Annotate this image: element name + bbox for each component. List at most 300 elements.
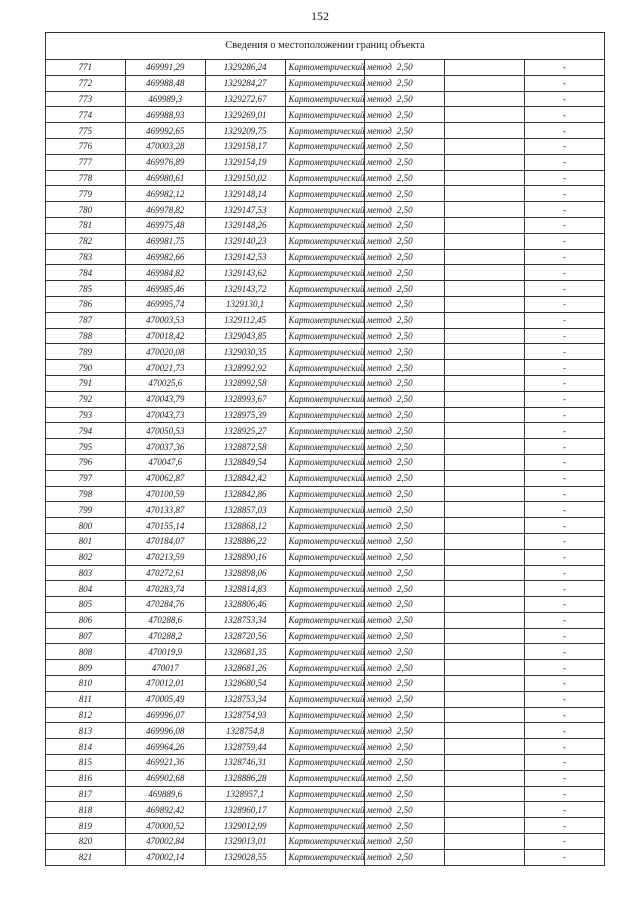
accuracy-cell: 2,50 <box>365 375 445 391</box>
accuracy-cell: 2,50 <box>365 249 445 265</box>
note-cell: - <box>525 802 605 818</box>
method-cell: Картометрический метод <box>285 344 365 360</box>
point-number-cell: 790 <box>46 360 126 376</box>
note-cell: - <box>525 265 605 281</box>
y-coordinate-cell: 1329150,02 <box>205 170 285 186</box>
description-cell <box>445 628 525 644</box>
method-cell: Картометрический метод <box>285 597 365 613</box>
x-coordinate-cell: 469988,93 <box>125 107 205 123</box>
note-cell: - <box>525 91 605 107</box>
point-number-cell: 806 <box>46 612 126 628</box>
accuracy-cell: 2,50 <box>365 470 445 486</box>
point-number-cell: 820 <box>46 834 126 850</box>
table-header-row <box>46 33 605 60</box>
table-row <box>46 533 605 549</box>
note-cell: - <box>525 770 605 786</box>
accuracy-cell: 2,50 <box>365 91 445 107</box>
description-cell <box>445 660 525 676</box>
description-cell <box>445 281 525 297</box>
method-cell: Картометрический метод <box>285 739 365 755</box>
note-cell: - <box>525 755 605 771</box>
table-row <box>46 786 605 802</box>
note-cell: - <box>525 360 605 376</box>
x-coordinate-cell: 469992,65 <box>125 123 205 139</box>
method-cell: Картометрический метод <box>285 707 365 723</box>
note-cell: - <box>525 328 605 344</box>
table-row <box>46 549 605 565</box>
x-coordinate-cell: 469996,08 <box>125 723 205 739</box>
table-body <box>46 33 605 866</box>
note-cell: - <box>525 691 605 707</box>
accuracy-cell: 2,50 <box>365 533 445 549</box>
point-number-cell: 795 <box>46 439 126 455</box>
y-coordinate-cell: 1329269,01 <box>205 107 285 123</box>
note-cell: - <box>525 138 605 154</box>
table-row <box>46 170 605 186</box>
table-row <box>46 439 605 455</box>
x-coordinate-cell: 469921,36 <box>125 755 205 771</box>
description-cell <box>445 470 525 486</box>
y-coordinate-cell: 1328993,67 <box>205 391 285 407</box>
method-cell: Картометрический метод <box>285 454 365 470</box>
x-coordinate-cell: 470283,74 <box>125 581 205 597</box>
accuracy-cell: 2,50 <box>365 138 445 154</box>
description-cell <box>445 786 525 802</box>
x-coordinate-cell: 469995,74 <box>125 296 205 312</box>
method-cell: Картометрический метод <box>285 612 365 628</box>
point-number-cell: 792 <box>46 391 126 407</box>
table-row <box>46 360 605 376</box>
description-cell <box>445 91 525 107</box>
table-row <box>46 739 605 755</box>
x-coordinate-cell: 470012,01 <box>125 676 205 692</box>
description-cell <box>445 502 525 518</box>
y-coordinate-cell: 1329013,01 <box>205 834 285 850</box>
note-cell: - <box>525 296 605 312</box>
x-coordinate-cell: 469982,12 <box>125 186 205 202</box>
description-cell <box>445 249 525 265</box>
table-row <box>46 581 605 597</box>
method-cell: Картометрический метод <box>285 138 365 154</box>
description-cell <box>445 344 525 360</box>
y-coordinate-cell: 1328868,12 <box>205 518 285 534</box>
y-coordinate-cell: 1329030,35 <box>205 344 285 360</box>
table-row <box>46 217 605 233</box>
y-coordinate-cell: 1328957,1 <box>205 786 285 802</box>
method-cell: Картометрический метод <box>285 312 365 328</box>
x-coordinate-cell: 470025,6 <box>125 375 205 391</box>
x-coordinate-cell: 470043,73 <box>125 407 205 423</box>
table-row <box>46 707 605 723</box>
accuracy-cell: 2,50 <box>365 454 445 470</box>
point-number-cell: 781 <box>46 217 126 233</box>
point-number-cell: 784 <box>46 265 126 281</box>
description-cell <box>445 691 525 707</box>
table-title: Сведения о местоположении границ объекта <box>46 33 605 60</box>
note-cell: - <box>525 597 605 613</box>
note-cell: - <box>525 186 605 202</box>
description-cell <box>445 154 525 170</box>
description-cell <box>445 170 525 186</box>
note-cell: - <box>525 486 605 502</box>
table-row <box>46 391 605 407</box>
accuracy-cell: 2,50 <box>365 217 445 233</box>
accuracy-cell: 2,50 <box>365 676 445 692</box>
accuracy-cell: 2,50 <box>365 423 445 439</box>
note-cell: - <box>525 344 605 360</box>
description-cell <box>445 849 525 865</box>
y-coordinate-cell: 1328975,39 <box>205 407 285 423</box>
y-coordinate-cell: 1329012,99 <box>205 818 285 834</box>
accuracy-cell: 2,50 <box>365 281 445 297</box>
note-cell: - <box>525 502 605 518</box>
x-coordinate-cell: 470062,87 <box>125 470 205 486</box>
method-cell: Картометрический метод <box>285 723 365 739</box>
table-row <box>46 502 605 518</box>
method-cell: Картометрический метод <box>285 375 365 391</box>
accuracy-cell: 2,50 <box>365 75 445 91</box>
description-cell <box>445 407 525 423</box>
point-number-cell: 801 <box>46 533 126 549</box>
accuracy-cell: 2,50 <box>365 154 445 170</box>
accuracy-cell: 2,50 <box>365 802 445 818</box>
x-coordinate-cell: 469975,48 <box>125 217 205 233</box>
method-cell: Картометрический метод <box>285 786 365 802</box>
description-cell <box>445 676 525 692</box>
x-coordinate-cell: 469980,61 <box>125 170 205 186</box>
table-row <box>46 676 605 692</box>
note-cell: - <box>525 60 605 76</box>
method-cell: Картометрический метод <box>285 549 365 565</box>
method-cell: Картометрический метод <box>285 660 365 676</box>
point-number-cell: 808 <box>46 644 126 660</box>
note-cell: - <box>525 707 605 723</box>
point-number-cell: 775 <box>46 123 126 139</box>
table-row <box>46 849 605 865</box>
x-coordinate-cell: 469981,75 <box>125 233 205 249</box>
note-cell: - <box>525 739 605 755</box>
x-coordinate-cell: 470020,08 <box>125 344 205 360</box>
accuracy-cell: 2,50 <box>365 549 445 565</box>
y-coordinate-cell: 1328960,17 <box>205 802 285 818</box>
method-cell: Картометрический метод <box>285 281 365 297</box>
y-coordinate-cell: 1328898,06 <box>205 565 285 581</box>
note-cell: - <box>525 518 605 534</box>
accuracy-cell: 2,50 <box>365 296 445 312</box>
accuracy-cell: 2,50 <box>365 107 445 123</box>
point-number-cell: 810 <box>46 676 126 692</box>
x-coordinate-cell: 469985,46 <box>125 281 205 297</box>
point-number-cell: 811 <box>46 691 126 707</box>
table-row <box>46 375 605 391</box>
method-cell: Картометрический метод <box>285 360 365 376</box>
x-coordinate-cell: 469982,66 <box>125 249 205 265</box>
method-cell: Картометрический метод <box>285 755 365 771</box>
table-row <box>46 138 605 154</box>
y-coordinate-cell: 1329148,14 <box>205 186 285 202</box>
note-cell: - <box>525 391 605 407</box>
table-row <box>46 407 605 423</box>
description-cell <box>445 391 525 407</box>
note-cell: - <box>525 107 605 123</box>
y-coordinate-cell: 1329286,24 <box>205 60 285 76</box>
x-coordinate-cell: 469988,48 <box>125 75 205 91</box>
x-coordinate-cell: 469984,82 <box>125 265 205 281</box>
accuracy-cell: 2,50 <box>365 391 445 407</box>
table-row <box>46 296 605 312</box>
x-coordinate-cell: 470017 <box>125 660 205 676</box>
method-cell: Картометрический метод <box>285 691 365 707</box>
y-coordinate-cell: 1328992,92 <box>205 360 285 376</box>
point-number-cell: 800 <box>46 518 126 534</box>
y-coordinate-cell: 1328886,22 <box>205 533 285 549</box>
method-cell: Картометрический метод <box>285 581 365 597</box>
x-coordinate-cell: 470005,49 <box>125 691 205 707</box>
point-number-cell: 772 <box>46 75 126 91</box>
note-cell: - <box>525 217 605 233</box>
y-coordinate-cell: 1328857,03 <box>205 502 285 518</box>
method-cell: Картометрический метод <box>285 233 365 249</box>
table-row <box>46 802 605 818</box>
note-cell: - <box>525 281 605 297</box>
description-cell <box>445 186 525 202</box>
description-cell <box>445 107 525 123</box>
method-cell: Картометрический метод <box>285 470 365 486</box>
table-row <box>46 644 605 660</box>
accuracy-cell: 2,50 <box>365 581 445 597</box>
point-number-cell: 804 <box>46 581 126 597</box>
y-coordinate-cell: 1329140,23 <box>205 233 285 249</box>
x-coordinate-cell: 469892,42 <box>125 802 205 818</box>
method-cell: Картометрический метод <box>285 202 365 218</box>
point-number-cell: 783 <box>46 249 126 265</box>
x-coordinate-cell: 470100,59 <box>125 486 205 502</box>
x-coordinate-cell: 470018,42 <box>125 328 205 344</box>
x-coordinate-cell: 470133,87 <box>125 502 205 518</box>
table-row <box>46 154 605 170</box>
x-coordinate-cell: 470288,6 <box>125 612 205 628</box>
note-cell: - <box>525 439 605 455</box>
accuracy-cell: 2,50 <box>365 439 445 455</box>
table-row <box>46 518 605 534</box>
x-coordinate-cell: 470000,52 <box>125 818 205 834</box>
table-row <box>46 818 605 834</box>
description-cell <box>445 312 525 328</box>
note-cell: - <box>525 75 605 91</box>
table-row <box>46 75 605 91</box>
accuracy-cell: 2,50 <box>365 407 445 423</box>
point-number-cell: 777 <box>46 154 126 170</box>
point-number-cell: 786 <box>46 296 126 312</box>
description-cell <box>445 328 525 344</box>
description-cell <box>445 739 525 755</box>
table-row <box>46 770 605 786</box>
description-cell <box>445 518 525 534</box>
accuracy-cell: 2,50 <box>365 849 445 865</box>
table-row <box>46 107 605 123</box>
note-cell: - <box>525 375 605 391</box>
y-coordinate-cell: 1328849,54 <box>205 454 285 470</box>
boundary-coordinates-table <box>45 32 605 866</box>
table-row <box>46 328 605 344</box>
y-coordinate-cell: 1329158,17 <box>205 138 285 154</box>
accuracy-cell: 2,50 <box>365 723 445 739</box>
table-row <box>46 565 605 581</box>
note-cell: - <box>525 849 605 865</box>
description-cell <box>445 360 525 376</box>
y-coordinate-cell: 1329130,1 <box>205 296 285 312</box>
note-cell: - <box>525 676 605 692</box>
method-cell: Картометрический метод <box>285 834 365 850</box>
description-cell <box>445 581 525 597</box>
method-cell: Картометрический метод <box>285 391 365 407</box>
x-coordinate-cell: 469989,3 <box>125 91 205 107</box>
description-cell <box>445 644 525 660</box>
accuracy-cell: 2,50 <box>365 834 445 850</box>
note-cell: - <box>525 407 605 423</box>
description-cell <box>445 265 525 281</box>
x-coordinate-cell: 470284,76 <box>125 597 205 613</box>
method-cell: Картометрический метод <box>285 328 365 344</box>
note-cell: - <box>525 233 605 249</box>
accuracy-cell: 2,50 <box>365 312 445 328</box>
note-cell: - <box>525 170 605 186</box>
table-row <box>46 281 605 297</box>
note-cell: - <box>525 818 605 834</box>
point-number-cell: 785 <box>46 281 126 297</box>
description-cell <box>445 802 525 818</box>
table-row <box>46 834 605 850</box>
method-cell: Картометрический метод <box>285 154 365 170</box>
point-number-cell: 802 <box>46 549 126 565</box>
point-number-cell: 796 <box>46 454 126 470</box>
method-cell: Картометрический метод <box>285 676 365 692</box>
accuracy-cell: 2,50 <box>365 660 445 676</box>
note-cell: - <box>525 533 605 549</box>
accuracy-cell: 2,50 <box>365 565 445 581</box>
x-coordinate-cell: 470002,14 <box>125 849 205 865</box>
table-row <box>46 312 605 328</box>
y-coordinate-cell: 1328886,28 <box>205 770 285 786</box>
accuracy-cell: 2,50 <box>365 502 445 518</box>
table-row <box>46 265 605 281</box>
y-coordinate-cell: 1329154,19 <box>205 154 285 170</box>
point-number-cell: 813 <box>46 723 126 739</box>
y-coordinate-cell: 1328759,44 <box>205 739 285 755</box>
table-row <box>46 202 605 218</box>
point-number-cell: 803 <box>46 565 126 581</box>
point-number-cell: 821 <box>46 849 126 865</box>
y-coordinate-cell: 1328753,34 <box>205 612 285 628</box>
description-cell <box>445 597 525 613</box>
accuracy-cell: 2,50 <box>365 818 445 834</box>
y-coordinate-cell: 1328814,83 <box>205 581 285 597</box>
description-cell <box>445 296 525 312</box>
accuracy-cell: 2,50 <box>365 60 445 76</box>
table-row <box>46 186 605 202</box>
y-coordinate-cell: 1329209,75 <box>205 123 285 139</box>
x-coordinate-cell: 470037,36 <box>125 439 205 455</box>
point-number-cell: 780 <box>46 202 126 218</box>
x-coordinate-cell: 469889,6 <box>125 786 205 802</box>
description-cell <box>445 423 525 439</box>
description-cell <box>445 202 525 218</box>
note-cell: - <box>525 154 605 170</box>
table-row <box>46 723 605 739</box>
accuracy-cell: 2,50 <box>365 597 445 613</box>
description-cell <box>445 486 525 502</box>
y-coordinate-cell: 1328842,42 <box>205 470 285 486</box>
x-coordinate-cell: 470002,84 <box>125 834 205 850</box>
note-cell: - <box>525 423 605 439</box>
x-coordinate-cell: 469902,68 <box>125 770 205 786</box>
y-coordinate-cell: 1328925,27 <box>205 423 285 439</box>
table-row <box>46 91 605 107</box>
accuracy-cell: 2,50 <box>365 707 445 723</box>
note-cell: - <box>525 123 605 139</box>
accuracy-cell: 2,50 <box>365 486 445 502</box>
point-number-cell: 789 <box>46 344 126 360</box>
table-row <box>46 612 605 628</box>
point-number-cell: 776 <box>46 138 126 154</box>
accuracy-cell: 2,50 <box>365 644 445 660</box>
x-coordinate-cell: 469978,82 <box>125 202 205 218</box>
y-coordinate-cell: 1328872,58 <box>205 439 285 455</box>
method-cell: Картометрический метод <box>285 75 365 91</box>
accuracy-cell: 2,50 <box>365 265 445 281</box>
x-coordinate-cell: 470050,53 <box>125 423 205 439</box>
y-coordinate-cell: 1328754,8 <box>205 723 285 739</box>
description-cell <box>445 818 525 834</box>
table-row <box>46 691 605 707</box>
point-number-cell: 782 <box>46 233 126 249</box>
x-coordinate-cell: 470043,79 <box>125 391 205 407</box>
point-number-cell: 807 <box>46 628 126 644</box>
y-coordinate-cell: 1329112,45 <box>205 312 285 328</box>
y-coordinate-cell: 1329272,67 <box>205 91 285 107</box>
method-cell: Картометрический метод <box>285 186 365 202</box>
note-cell: - <box>525 834 605 850</box>
method-cell: Картометрический метод <box>285 91 365 107</box>
method-cell: Картометрический метод <box>285 423 365 439</box>
description-cell <box>445 233 525 249</box>
accuracy-cell: 2,50 <box>365 328 445 344</box>
y-coordinate-cell: 1329142,53 <box>205 249 285 265</box>
accuracy-cell: 2,50 <box>365 518 445 534</box>
description-cell <box>445 755 525 771</box>
point-number-cell: 798 <box>46 486 126 502</box>
method-cell: Картометрический метод <box>285 518 365 534</box>
x-coordinate-cell: 470003,53 <box>125 312 205 328</box>
x-coordinate-cell: 470047,6 <box>125 454 205 470</box>
accuracy-cell: 2,50 <box>365 360 445 376</box>
y-coordinate-cell: 1328680,54 <box>205 676 285 692</box>
x-coordinate-cell: 469996,07 <box>125 707 205 723</box>
description-cell <box>445 75 525 91</box>
method-cell: Картометрический метод <box>285 107 365 123</box>
point-number-cell: 787 <box>46 312 126 328</box>
table-row <box>46 233 605 249</box>
note-cell: - <box>525 565 605 581</box>
note-cell: - <box>525 581 605 597</box>
accuracy-cell: 2,50 <box>365 202 445 218</box>
point-number-cell: 819 <box>46 818 126 834</box>
point-number-cell: 793 <box>46 407 126 423</box>
x-coordinate-cell: 470003,28 <box>125 138 205 154</box>
point-number-cell: 812 <box>46 707 126 723</box>
note-cell: - <box>525 549 605 565</box>
x-coordinate-cell: 469964,26 <box>125 739 205 755</box>
